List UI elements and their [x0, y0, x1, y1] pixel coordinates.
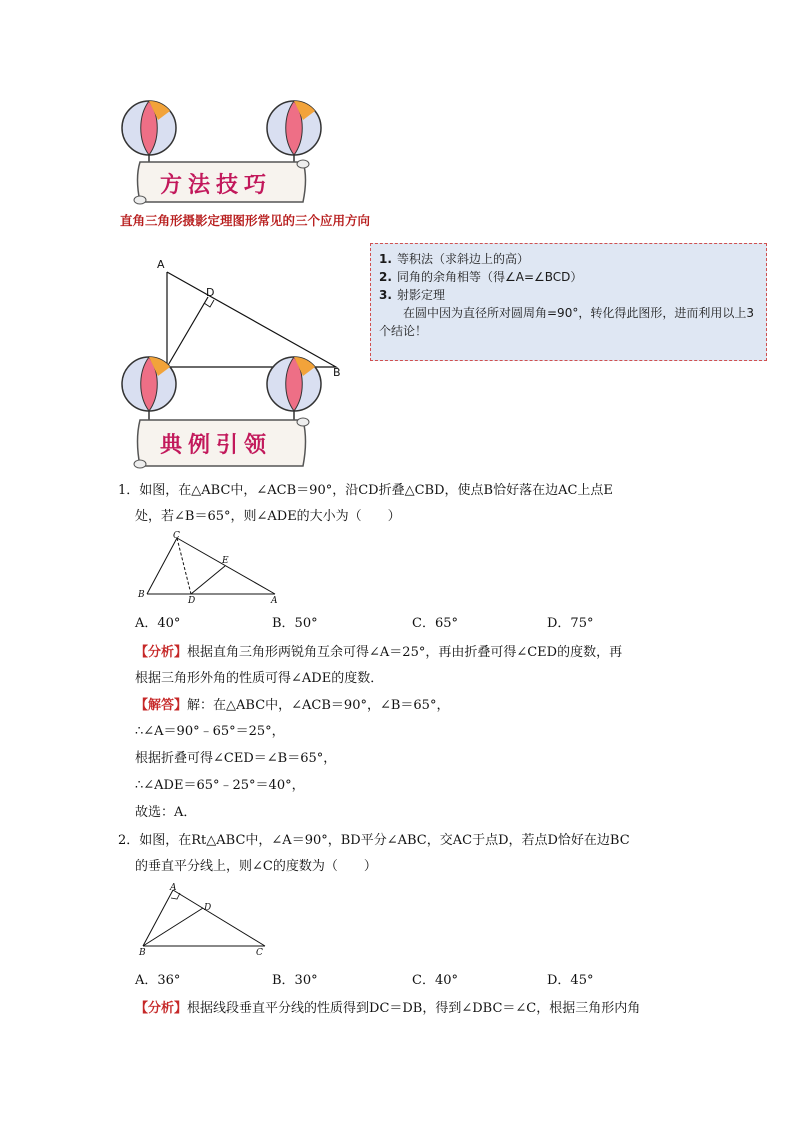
q2-option-a[interactable]: A．36°: [135, 973, 181, 988]
q1-stem-line1: 1．如图，在△ABC中，∠ACB＝90°，沿CD折叠△CBD，使点B恰好落在边AC上点E: [118, 483, 613, 498]
q1-fig-label-c: C: [173, 531, 180, 541]
q1-fig-label-e: E: [222, 556, 229, 566]
answer-tag: 【解答】: [135, 698, 188, 713]
q1-answer-line1: 【解答】解：在△ABC中，∠ACB＝90°，∠B＝65°，: [135, 698, 450, 713]
analysis-tag: 【分析】: [135, 645, 188, 660]
section-title: 典例引领: [160, 432, 273, 458]
q1-answer-line5: 故选：A．: [135, 805, 197, 820]
tip-note: 在圆中因为直径所对圆周角=90°，转化得此图形，进而利用以上3个结论！: [379, 306, 754, 338]
q1-fig-label-a: A: [271, 596, 278, 606]
q1-fig-label-b: B: [138, 590, 145, 600]
q1-analysis-line2: 根据三角形外角的性质可得∠ADE的度数．: [135, 671, 384, 686]
q2-analysis-line1: 【分析】根据线段垂直平分线的性质得到DC＝DB，得到∠DBC＝∠C，根据三角形内角: [135, 1001, 641, 1016]
q1-analysis-line1: 【分析】根据直角三角形两锐角互余可得∠A＝25°，再由折叠可得∠CED的度数，再: [135, 645, 623, 660]
q1-stem-line2: 处，若∠B＝65°，则∠ADE的大小为（ ）: [135, 509, 401, 524]
q1-option-c[interactable]: C．65°: [412, 616, 458, 631]
q1-figure: [135, 528, 285, 608]
q1-option-b[interactable]: B．50°: [272, 616, 318, 631]
tips-box: [370, 243, 767, 361]
ball-icon-left: [122, 101, 176, 155]
q2-option-d[interactable]: D．45°: [547, 973, 594, 988]
ball-icon-right: [267, 101, 321, 155]
q1-option-d[interactable]: D．75°: [547, 616, 594, 631]
tip-item: 2. 同角的余角相等（得∠A=∠BCD）: [379, 270, 583, 284]
q2-figure: [135, 880, 275, 952]
q1-option-a[interactable]: A．40°: [135, 616, 181, 631]
q2-fig-label-b: B: [139, 948, 146, 958]
fig1-label-b: B: [333, 366, 341, 379]
q1-answer-line3: 根据折叠可得∠CED＝∠B＝65°，: [135, 751, 337, 766]
section-subtitle: 直角三角形摄影定理图形常见的三个应用方向: [120, 213, 371, 228]
banner-dianli: [118, 352, 324, 470]
q2-option-b[interactable]: B．30°: [272, 973, 318, 988]
q2-fig-label-d: D: [204, 903, 212, 913]
q1-answer-line2: ∴∠A＝90°﹣65°＝25°，: [135, 724, 285, 739]
q1-fig-label-d: D: [188, 596, 196, 606]
q2-option-c[interactable]: C．40°: [412, 973, 458, 988]
q2-stem-line2: 的垂直平分线上，则∠C的度数为（ ）: [135, 859, 377, 874]
ball-icon-right: [267, 357, 321, 411]
tip-item: 1. 等积法（求斜边上的高）: [379, 252, 530, 266]
q2-fig-label-a: A: [170, 883, 177, 893]
banner-fangfa: [118, 98, 324, 206]
tip-item: 3. 射影定理: [379, 288, 446, 302]
ball-icon-left: [122, 357, 176, 411]
q2-stem-line1: 2．如图，在Rt△ABC中，∠A＝90°，BD平分∠ABC，交AC于点D，若点D恰好在边BC: [118, 833, 630, 848]
q1-answer-line4: ∴∠ADE＝65°﹣25°＝40°，: [135, 778, 305, 793]
fig1-label-a: A: [157, 258, 165, 271]
section-title: 方法技巧: [160, 172, 273, 198]
fig1-label-d: D: [206, 286, 215, 299]
analysis-tag: 【分析】: [135, 1001, 188, 1016]
q2-fig-label-c: C: [256, 948, 263, 958]
